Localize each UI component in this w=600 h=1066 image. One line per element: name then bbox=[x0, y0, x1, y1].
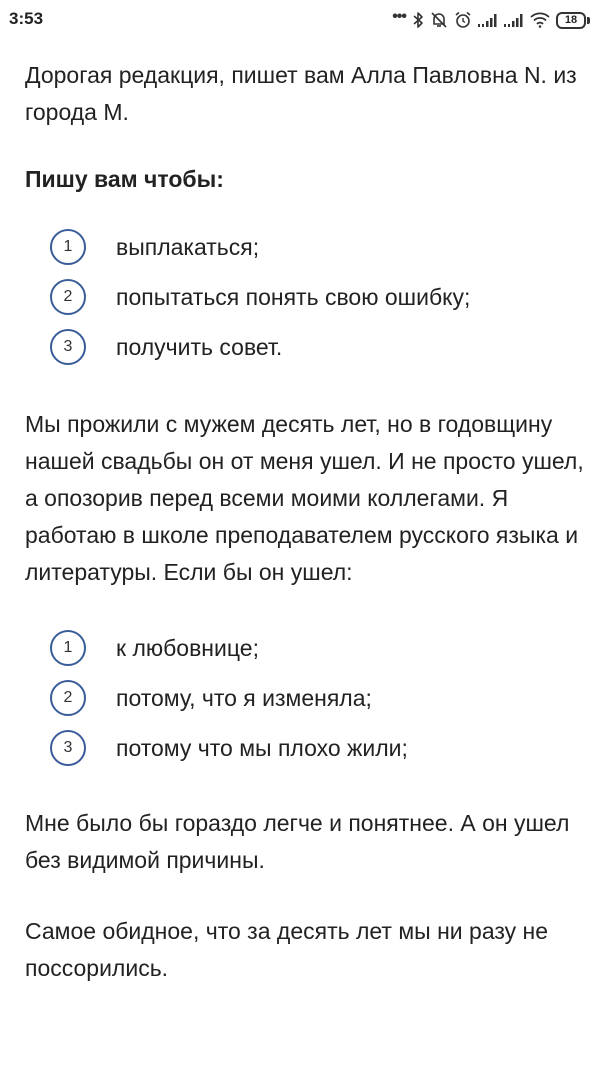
battery-level: 18 bbox=[556, 12, 586, 29]
list-item bbox=[25, 322, 585, 372]
story-paragraph: Мы прожили с мужем десять лет, но в годовщину нашей свадьбы он от меня ушел. И не просто ушел, а опозорив перед всеми моими коллегами. Я работаю в школе преподавателем русского языка и литературы. Если бы он ушел: bbox=[25, 411, 584, 585]
dots-icon: ••• bbox=[392, 8, 406, 25]
closing-paragraph: Самое обидное, что за десять лет мы ни разу не поссорились. bbox=[25, 918, 549, 981]
reasons-list bbox=[25, 222, 585, 372]
list-item-text: потому, что я изменяла; bbox=[116, 684, 372, 711]
signal-icon-2 bbox=[504, 13, 524, 27]
status-bar bbox=[0, 0, 600, 40]
status-icons bbox=[392, 8, 590, 32]
list-heading: Пишу вам чтобы: bbox=[25, 166, 224, 192]
list-item bbox=[25, 222, 585, 272]
number-badge: 2 bbox=[50, 680, 86, 716]
list-item-text: к любовнице; bbox=[116, 634, 259, 661]
article-content bbox=[25, 57, 585, 987]
list-item-text: потому что мы плохо жили; bbox=[116, 734, 408, 761]
list-item bbox=[25, 272, 585, 322]
number-badge: 1 bbox=[50, 229, 86, 265]
list-item-text: выплакаться; bbox=[116, 233, 260, 260]
list-item-text: попытаться понять свою ошибку; bbox=[116, 283, 471, 310]
conclusion-paragraph: Мне было бы гораздо легче и понятнее. А он ушел без видимой причины. bbox=[25, 810, 570, 873]
wifi-icon bbox=[530, 12, 550, 28]
alarm-icon bbox=[454, 11, 472, 29]
list-item bbox=[25, 673, 585, 723]
number-badge: 3 bbox=[50, 730, 86, 766]
status-time: 3:53 bbox=[9, 9, 44, 28]
number-badge: 3 bbox=[50, 329, 86, 365]
list-item bbox=[25, 623, 585, 673]
number-badge: 2 bbox=[50, 279, 86, 315]
battery-icon bbox=[556, 12, 590, 29]
list-item bbox=[25, 723, 585, 773]
list-item-text: получить совет. bbox=[116, 333, 283, 360]
bluetooth-icon bbox=[412, 11, 424, 29]
conditions-list bbox=[25, 623, 585, 773]
intro-paragraph: Дорогая редакция, пишет вам Алла Павловна N. из города М. bbox=[25, 62, 577, 125]
number-badge: 1 bbox=[50, 630, 86, 666]
notifications-off-icon bbox=[430, 11, 448, 29]
signal-icon bbox=[478, 13, 498, 27]
